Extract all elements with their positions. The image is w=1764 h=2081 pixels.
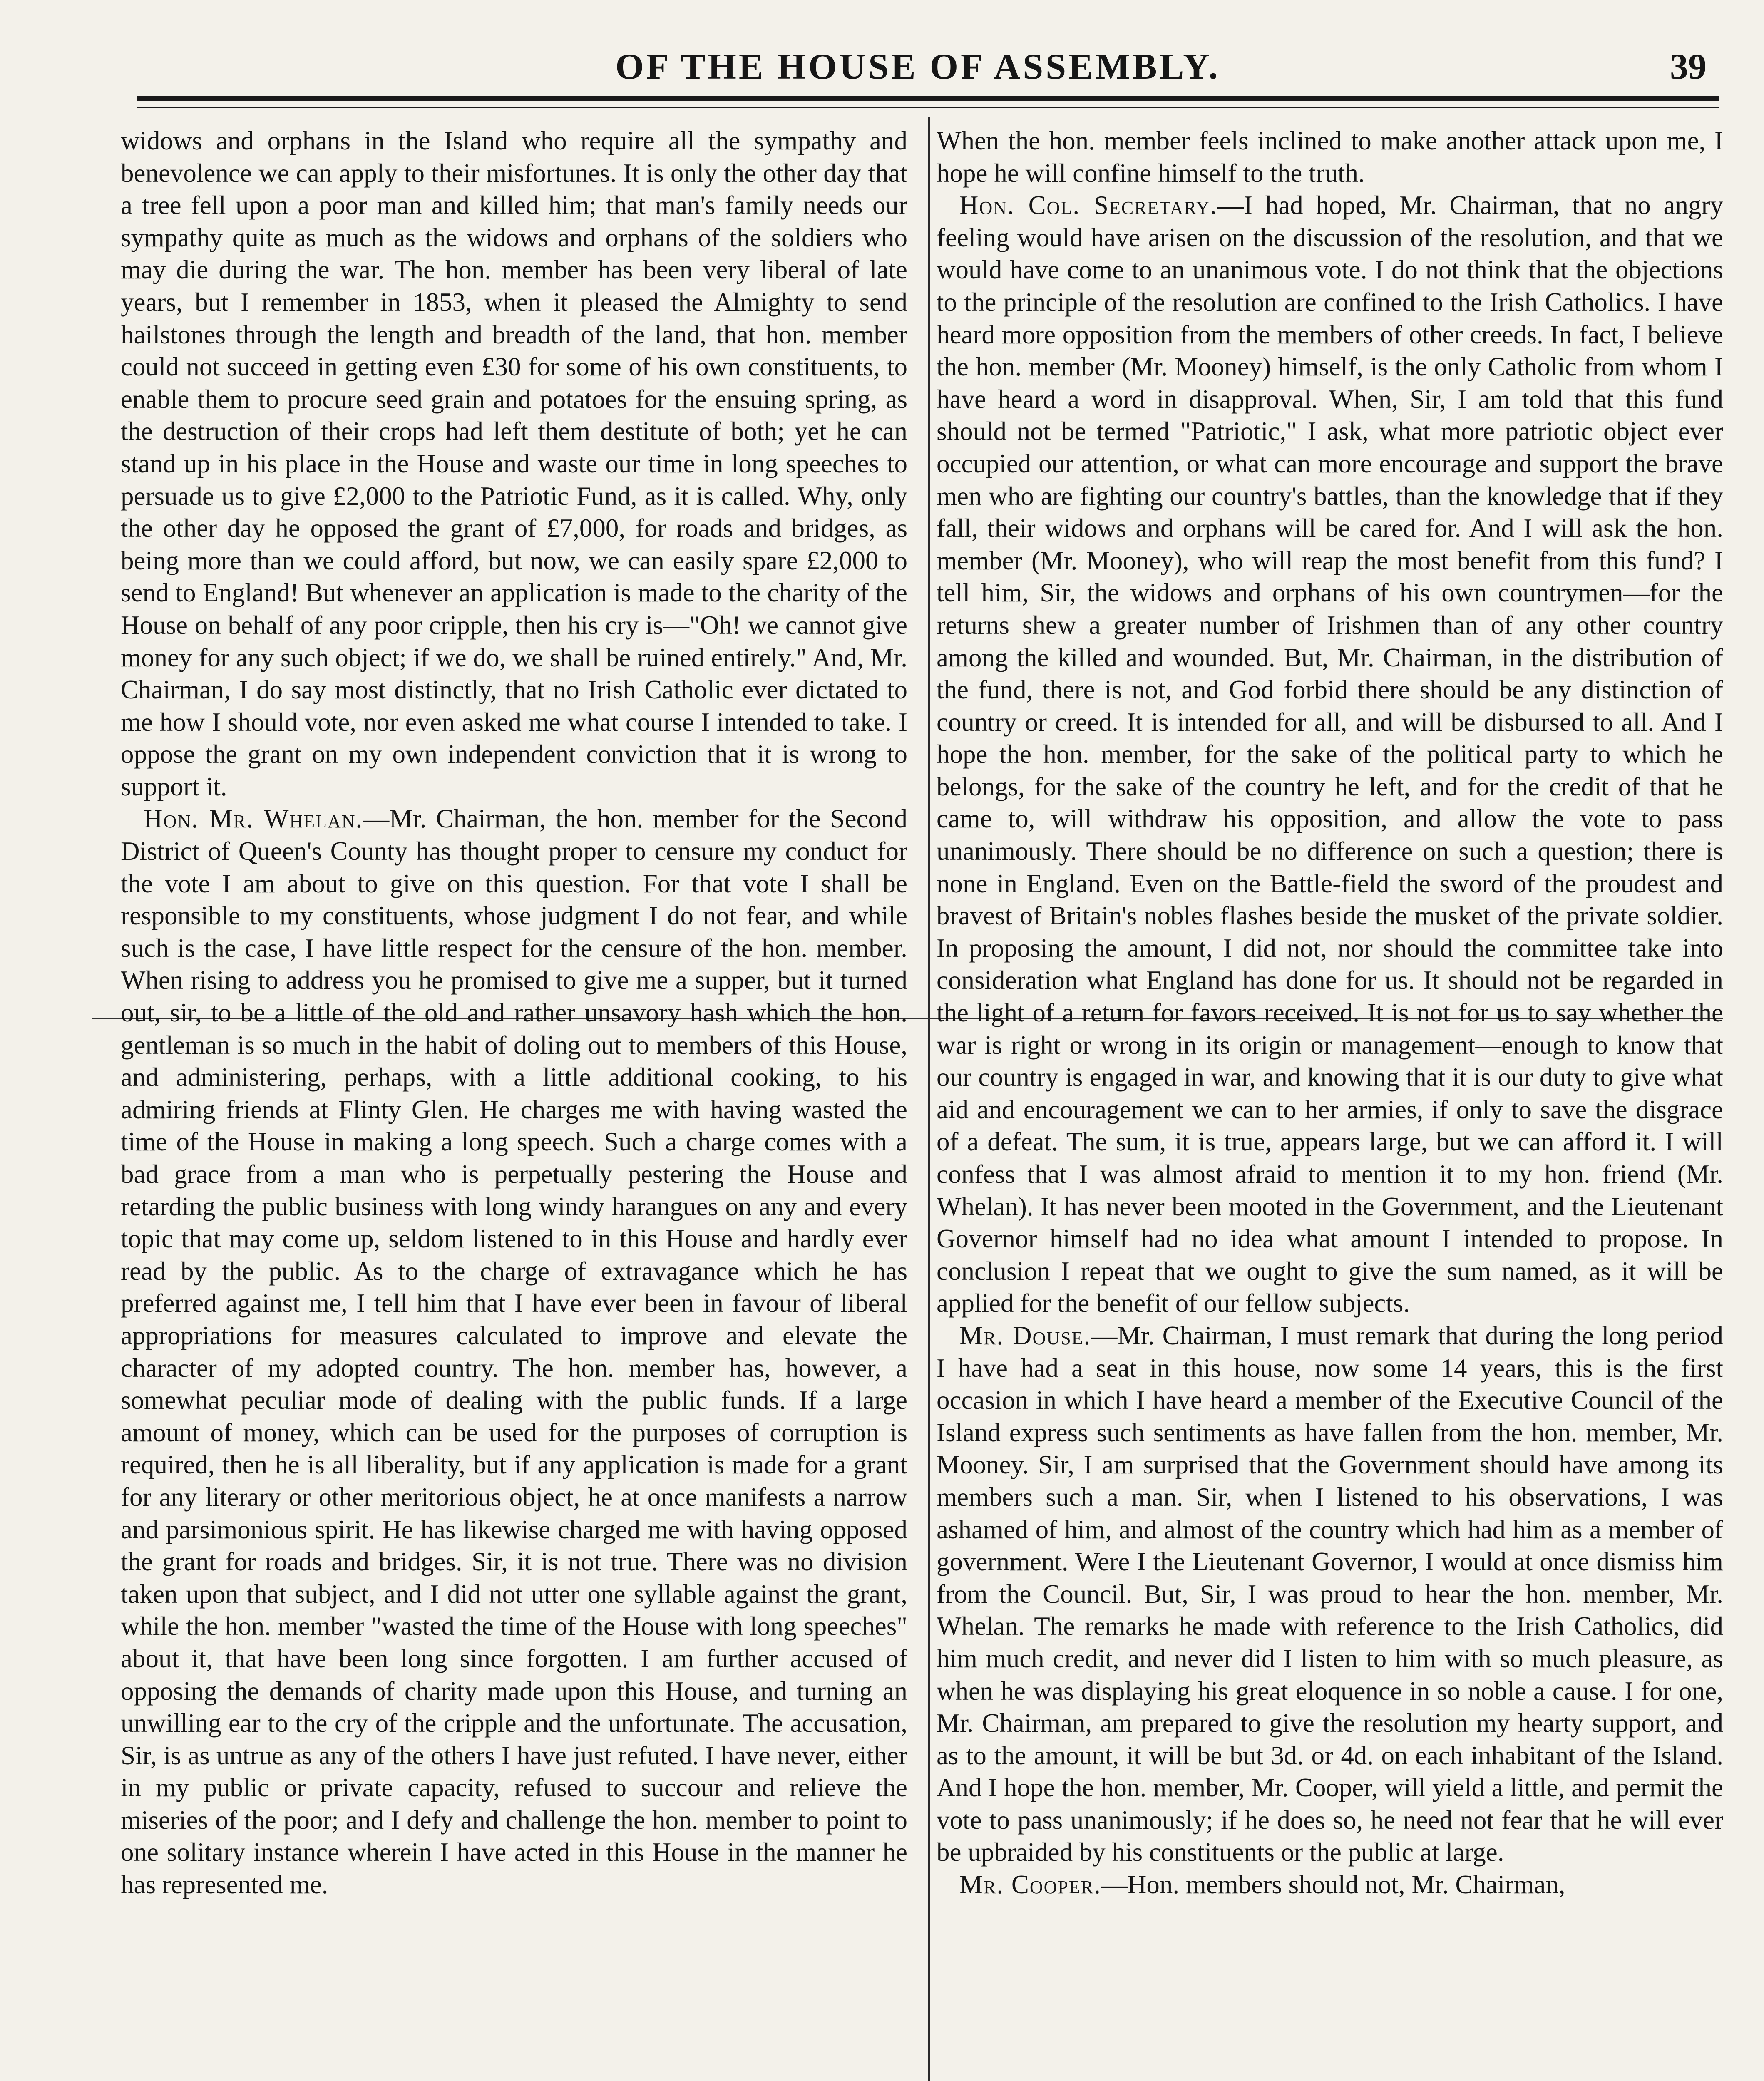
running-title: OF THE HOUSE OF ASSEMBLY.: [615, 47, 1220, 87]
speaker-name: Mr. Douse.: [959, 1321, 1091, 1350]
page-header: [137, 42, 1719, 92]
column-divider: [928, 117, 930, 2081]
header-rule-thick: [137, 96, 1719, 101]
right-paragraph-3: [937, 1320, 1723, 1869]
header-rule-thin: [137, 107, 1719, 108]
speaker-name: Mr. Cooper.: [959, 1870, 1101, 1900]
speech-text: —Hon. members should not, Mr. Chairman,: [1101, 1870, 1565, 1900]
left-column: [121, 125, 907, 2081]
right-paragraph-1: When the hon. member feels inclined to make another attack upon me, I hope he will confine himself to the truth.: [937, 126, 1723, 188]
page-number: 39: [1670, 47, 1707, 87]
right-column: [937, 125, 1723, 2081]
speaker-name: Hon. Col. Secretary.: [959, 191, 1217, 220]
speech-text: —Mr. Chairman, the hon. member for the Second District of Queen's County has thought proper to censure my conduct for the vote I am about to give on this question. For that vote I shall be responsible to my constituents, whose judgment I do not fear, and while such is the case, I have little respect for the censure of the hon. member. When rising to address you he promised to give me a supper, but it turned out, sir, to be a little of the old and rather unsavory hash which the hon. gentleman is so much in the habit of doling out to members of this House, and administering, perhaps, with a little additional cooking, to his admiring friends at Flinty Glen. He charges me with having wasted the time of the House in making a long speech. Such a charge comes with a bad grace from a man who is perpetually pestering the House and retarding the public business with long windy harangues on any and every topic that may come up, seldom listened to in this House and hardly ever read by the public. As to the charge of extravagance which he has preferred against me, I tell him that I have ever been in favour of liberal appropriations for measures calculated to improve and elevate the character of my adopted country. The hon. member has, however, a somewhat peculiar mode of dealing with the public funds. If a large amount of money, which can be used for the purposes of corruption is required, then he is all liberality, but if any application is made for a grant for any literary or other meritorious object, he at once manifests a narrow and parsimonious spirit. He has likewise charged me with having opposed the grant for roads and bridges. Sir, it is not true. There was no division taken upon that subject, and I did not utter one syllable against the grant, while the hon. member "wasted the time of the House with long speeches" about it, that have been long since forgotten. I am further accused of opposing the demands of charity made upon this House, and turning an unwilling ear to the cry of the cripple and the unfortunate. The accusation, Sir, is as untrue as any of the others I have just refuted. I have never, either in my public or private capacity, refused to succour and relieve the miseries of the poor; and I defy and challenge the hon. member to point to one solitary instance wherein I have acted in this House in the manner he has represented me.: [121, 804, 907, 1900]
right-paragraph-2: [937, 189, 1723, 1320]
left-paragraph-1: widows and orphans in the Island who require all the sympathy and benevolence we can apply to their misfortunes. It is only the other day that a tree fell upon a poor man and killed him; that man's family needs our sympathy quite as much as the widows and orphans of the soldiers who may die during the war. The hon. member has been very liberal of late years, but I remember in 1853, when it pleased the Almighty to send hailstones through the length and breadth of the land, that hon. member could not succeed in getting even £30 for some of his own constituents, to enable them to procure seed grain and potatoes for the ensuing spring, as the destruction of their crops had left them destitute of both; yet he can stand up in his place in the House and waste our time in long speeches to persuade us to give £2,000 to the Patriotic Fund, as it is called. Why, only the other day he opposed the grant of £7,000, for roads and bridges, as being more than we could afford, but now, we can easily spare £2,000 to send to England! But whenever an application is made to the charity of the House on behalf of any poor cripple, then his cry is—"Oh! we cannot give money for any such object; if we do, we shall be ruined entirely." And, Mr. Chairman, I do say most distinctly, that no Irish Catholic ever dictated to me how I should vote, nor even asked me what course I intended to take. I oppose the grant on my own independent conviction that it is wrong to support it.: [121, 126, 907, 801]
speech-text: —Mr. Chairman, I must remark that during the long period I have had a seat in this house, now some 14 years, this is the first occasion in which I have heard a member of the Executive Council of the Island express such sentiments as have fallen from the hon. member, Mr. Mooney. Sir, I am surprised that the Government should have among its members such a man. Sir, when I listened to his observations, I was ashamed of him, and almost of the country which had him as a member of government. Were I the Lieutenant Governor, I would at once dismiss him from the Council. But, Sir, I was proud to hear the hon. member, Mr. Whelan. The remarks he made with reference to the Irish Catholics, did him much credit, and never did I listen to him with so much pleasure, as when he was displaying his great eloquence in so noble a cause. I for one, Mr. Chairman, am prepared to give the resolution my hearty support, and as to the amount, it will be but 3d. or 4d. on each inhabitant of the Island. And I hope the hon. member, Mr. Cooper, will yield a little, and permit the vote to pass unanimously; if he does so, he need not fear that he will ever be upbraided by his constituents or the public at large.: [937, 1321, 1723, 1867]
left-paragraph-2: [121, 803, 907, 1901]
right-paragraph-4: [937, 1869, 1723, 1901]
speech-text: —I had hoped, Mr. Chairman, that no angry feeling would have arisen on the discussion of the resolution, and that we would have come to an unanimous vote. I do not think that the objections to the principle of the resolution are confined to the Irish Catholics. I have heard more opposition from the members of other creeds. In fact, I believe the hon. member (Mr. Mooney) himself, is the only Catholic from whom I have heard a word in disapproval. When, Sir, I am told that this fund should not be termed "Patriotic," I ask, what more patriotic object ever occupied our attention, or what can more encourage and support the brave men who are fighting our country's battles, than the knowledge that if they fall, their widows and orphans will be cared for. And I will ask the hon. member (Mr. Mooney), who will reap the most benefit from this fund? I tell him, Sir, the widows and orphans of his own countrymen—for the returns shew a greater number of Irishmen than of any other country among the killed and wounded. But, Mr. Chairman, in the distribution of the fund, there is not, and God forbid there should be any distinction of country or creed. It is intended for all, and will be disbursed to all. And I hope the hon. member, for the sake of the political party to which he belongs, for the sake of the country he left, and for the credit of that he came to, will withdraw his opposition, and allow the vote to pass unanimously. There should be no difference on such a question; there is none in England. Even on the Battle-field the sword of the proudest and bravest of Britain's nobles flashes beside the musket of the private soldier. In proposing the amount, I did not, nor should the committee take into consideration what England has done for us. It should not be regarded in the light of a return for favors received. It is not for us to say whether the war is right or wrong in its origin or management—enough to know that our country is engaged in war, and knowing that it is our duty to give what aid and encouragement we can to her armies, if only to save the disgrace of a defeat. The sum, it is true, appears large, but we can afford it. I will confess that I was almost afraid to mention it to my hon. friend (Mr. Whelan). It has never been mooted in the Government, and the Lieutenant Governor himself had no idea what amount I intended to propose. In conclusion I repeat that we ought to give the sum named, as it will be applied for the benefit of our fellow subjects.: [937, 191, 1723, 1318]
speaker-name: Hon. Mr. Whelan.: [144, 804, 363, 834]
